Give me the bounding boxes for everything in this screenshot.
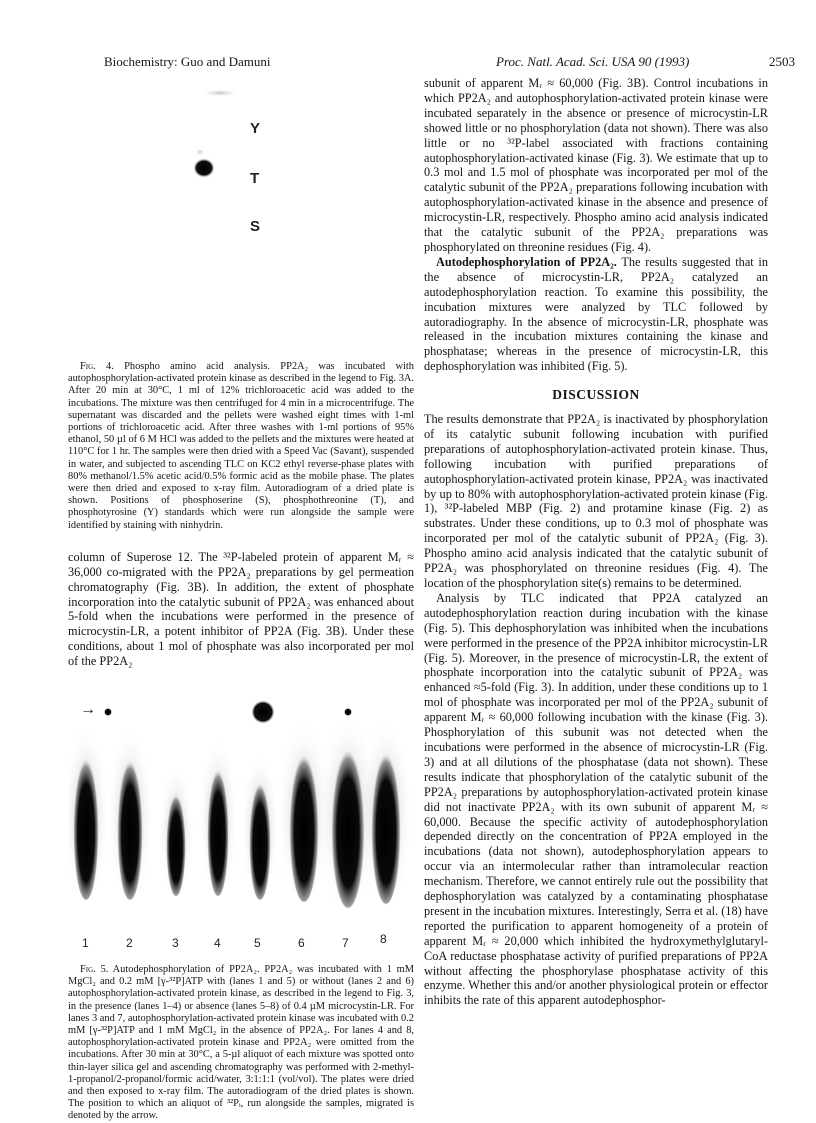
lane-6-band bbox=[289, 746, 319, 902]
faint-spot bbox=[195, 148, 205, 156]
figure-5-caption bbox=[68, 964, 414, 1123]
figure-5-marks bbox=[68, 700, 413, 918]
lane-label-7: 7 bbox=[342, 936, 349, 950]
figure-4-caption-lead: Fig. 4. bbox=[80, 361, 114, 372]
figure-5-caption-lead: Fig. 5. bbox=[80, 964, 109, 975]
lane-3-band bbox=[166, 788, 186, 896]
figure-5-caption-block bbox=[68, 964, 414, 1123]
discussion-heading: DISCUSSION bbox=[552, 387, 640, 403]
page-number: 2503 bbox=[769, 54, 795, 69]
figure-5-plate bbox=[68, 700, 414, 950]
lane-1-band bbox=[73, 750, 99, 900]
left-column-upper bbox=[68, 361, 414, 669]
right-paragraph-1: subunit of apparent Mᵣ ≈ 60,000 (Fig. 3B). Control incubations in which PP2A₂ and autophosphorylation-activated protein kinase were incubated separately in the absence or presence of microcystin-LR showed little or no phosphorylation (data not shown). There was also little or no ³²P-label associated with fractions containing autophosphorylation-activated kinase (Fig. 3). We estimate that up to 0.3 mol and 1.5 mol of phosphate was incorporated per mol of the catalytic subunit of the PP2A₂ preparations following incubation with autophosphorylation-activated kinase in the absence and presence of microcystin-LR, respectively. Phospho amino acid analysis indicated that the catalytic subunit of the PP2A₂ preparations was phosphorylated on threonine residues (Fig. 4). bbox=[424, 76, 768, 254]
lane-8-band bbox=[371, 744, 401, 904]
lane-5-band bbox=[249, 776, 271, 900]
figure-4-caption bbox=[68, 361, 414, 532]
lane-label-3: 3 bbox=[172, 936, 179, 950]
figure-5-caption-text: Autodephosphorylation of PP2A₂. PP2A₂ was incubated with 1 mM MgCl₂ and 0.2 mM [γ-³²P]ATP with (lanes 1 and 5) or without (lanes 2 and 6) autophosphorylation-activated protein kinase, as described in the legend to Fig. 3, in the presence (lanes 1–4) or absence (lanes 5–8) of 0.4 µM microcystin-LR. For lanes 3 and 7, autophosphorylation-activated protein kinase was incubated with 0.2 mM [γ-³²P]ATP and 1 mM MgCl₂ in the absence of PP2A₂. For lanes 4 and 8, autophosphorylation-activated protein kinase and PP2A₂ were omitted from the incubations. After 30 min at 30°C, a 5-µl aliquot of each mixture was spotted onto thin-layer silica gel and ascending chromatography was performed with 2-methyl-1-propanol/2-propanol/formic acid/water, 3:1:1:1 (vol/vol). The plates were dried and then exposed to x-ray film. The autoradiogram of the dried plates is shown. The position to which an aliquot of ³²Pᵢ, run alongside the samples, migrated is denoted by the arrow. bbox=[68, 964, 414, 1122]
phosphothreonine-spot bbox=[193, 158, 215, 178]
label-phosphothreonine: T bbox=[250, 170, 260, 187]
discussion-paragraph-2: Analysis by TLC indicated that PP2A catalyzed an autodephosphorylation reaction during incubation with the kinase (Fig. 5). This dephosphorylation was inhibited when the incubations were performed in the presence of the PP2A inhibitor microcystin-LR (Fig. 5). Moreover, in the presence of microcystin-LR, the extent of phosphate incorporation into the catalytic subunit of PP2A₂ was enhanced ≈5-fold (Fig. 3). In addition, under these conditions up to 1 mol of phosphate was incorporated per mol of the PP2A₂ subunit of apparent Mᵣ ≈ 60,000 following incubation with the kinase (Fig. 3). Phosphorylation of this subunit was not detected when the incubations were performed in the absence of microcystin-LR (Fig. 3) and at all dilutions of the phosphatase (data not shown). These results indicate that phosphorylation of the catalytic subunit of the PP2A₂ preparations by autophosphorylation-activated protein kinase did not inactivate PP2A₂ with its own subunit of apparent Mᵣ ≈ 60,000. Because the specific activity of autodephosphorylation depended directly on the concentration of PP2A employed in the incubations (data not shown), autodephosphorylation appears to occur via an intermolecular rather than intramolecular reaction mechanism. Therefore, we cannot entirely rule out the possibility that dephosphorylation was catalyzed by a contaminating phosphatase present in the incubation mixtures. Interestingly, Serra et al. (18) have reported the purification to apparent homogeneity of a protein of apparent Mᵣ ≈ 20,000 which inhibited the hydroxymethylglutaryl-CoA reductase phosphatase activity of purified preparations of PP2A without affecting the phosphorylase phosphatase activity of this enzyme. Whether this and/or another physiological protein or effector inhibits the rate of this apparent autodephosphor- bbox=[424, 590, 768, 1008]
right-paragraph-2-text: The results suggested that in the absence of microcystin-LR, PP2A₂ catalyzed an autodephosphorylation reaction. To examine this possibility, the incubation mixtures were analyzed by TLC followed by autoradiography. In the absence of microcystin-LR, phosphate was released in the incubation mixtures containing the kinase and phosphatase; whereas in the presence of microcystin-LR, this dephosphorylation was inhibited (Fig. 5). bbox=[424, 254, 768, 374]
autodephosphorylation-heading: Autodephosphorylation of PP2A₂. bbox=[436, 254, 617, 269]
figure-4-autoradiogram bbox=[170, 84, 330, 340]
lane-4-band bbox=[207, 762, 229, 896]
figure-4-caption-text: Phospho amino acid analysis. PP2A₂ was incubated with autophosphorylation-activated protein kinase as described in the legend to Fig. 3A. After 20 min at 30°C, 1 ml of 12% trichloroacetic acid was added to the incubations. The mixture was then centrifuged for 4 min in a microcentrifuge. The supernatant was discarded and the pellets were washed eight times with 1-ml portions of trichloroacetic acid. After three washes with 1-ml portions of 95% ethanol, 50 µl of 6 M HCl was added to the pellets and the mixtures were heated at 110°C for 1 hr. The samples were then dried with a Speed Vac (Savant), suspended in water, and subjected to ascending TLC on KC2 ethyl reverse-phase plates with 80% methanol/1.5% acetic acid/0.5% formic acid as the mobile phase. The plates were then dried and exposed to x-ray film. Autoradiogram of a dried plate is shown. Positions of phosphoserine (S), phosphothreonine (T), and phosphotyrosine (Y) standards which were run alongside the sample were identified by staining with ninhydrin. bbox=[68, 361, 414, 531]
faint-streak bbox=[200, 89, 240, 97]
label-phosphoserine: S bbox=[250, 218, 261, 235]
figure-5-autoradiogram bbox=[68, 700, 414, 950]
lane-label-5: 5 bbox=[254, 936, 261, 950]
right-paragraph-2 bbox=[424, 255, 768, 374]
pi-arrow: → bbox=[80, 701, 96, 718]
pi-spot-1 bbox=[104, 708, 112, 716]
lane-label-1: 1 bbox=[82, 936, 89, 950]
lane-label-2: 2 bbox=[126, 936, 133, 950]
running-header-left: Biochemistry: Guo and Damuni bbox=[104, 54, 271, 69]
running-header-journal: Proc. Natl. Acad. Sci. USA 90 (1993) bbox=[496, 54, 690, 69]
pi-spot-3 bbox=[344, 708, 352, 716]
lane-label-4: 4 bbox=[214, 936, 221, 950]
label-phosphotyrosine: Y bbox=[250, 120, 261, 137]
right-column bbox=[424, 76, 768, 1008]
lane-label-8: 8 bbox=[380, 932, 387, 946]
left-body-paragraph: column of Superose 12. The ³²P-labeled protein of apparent Mᵣ ≈ 36,000 co-migrated with the PP2A₂ preparations by gel permeation chromatography (Fig. 3B). In addition, the extent of phosphate incorporation into the catalytic subunit of PP2A₂ was enhanced about 5-fold when the incubations were performed in the presence of microcystin-LR, a potent inhibitor of PP2A (Fig. 3B). Under these conditions, about 1 mol of phosphate was also incorporated per mol of the PP2A₂ bbox=[68, 549, 414, 669]
discussion-paragraph-1: The results demonstrate that PP2A₂ is inactivated by phosphorylation of its catalytic subunit following incubation with purified preparations of autophosphorylation-activated protein kinase. Thus, following incubation with purified preparations of autophosphorylation-activated protein kinase, PP2A₂ was inactivated by up to 80% with autophosphorylation-activated protein kinase (Fig. 1), ³²P-labeled MBP (Fig. 2) and protamine kinase (Fig. 2) as substrates. Under these conditions, up to 0.3 mol of phosphate was incorporated per mol of the catalytic subunit of PP2A₂ (Fig. 3). Phospho amino acid analysis indicated that the catalytic subunit of PP2A₂ was phosphorylated on threonine residues (Fig. 4). The location of the phosphorylation site(s) remains to be determined. bbox=[424, 412, 768, 590]
pi-spot-2 bbox=[251, 700, 275, 724]
lane-2-band bbox=[117, 752, 143, 900]
lane-label-6: 6 bbox=[298, 936, 305, 950]
